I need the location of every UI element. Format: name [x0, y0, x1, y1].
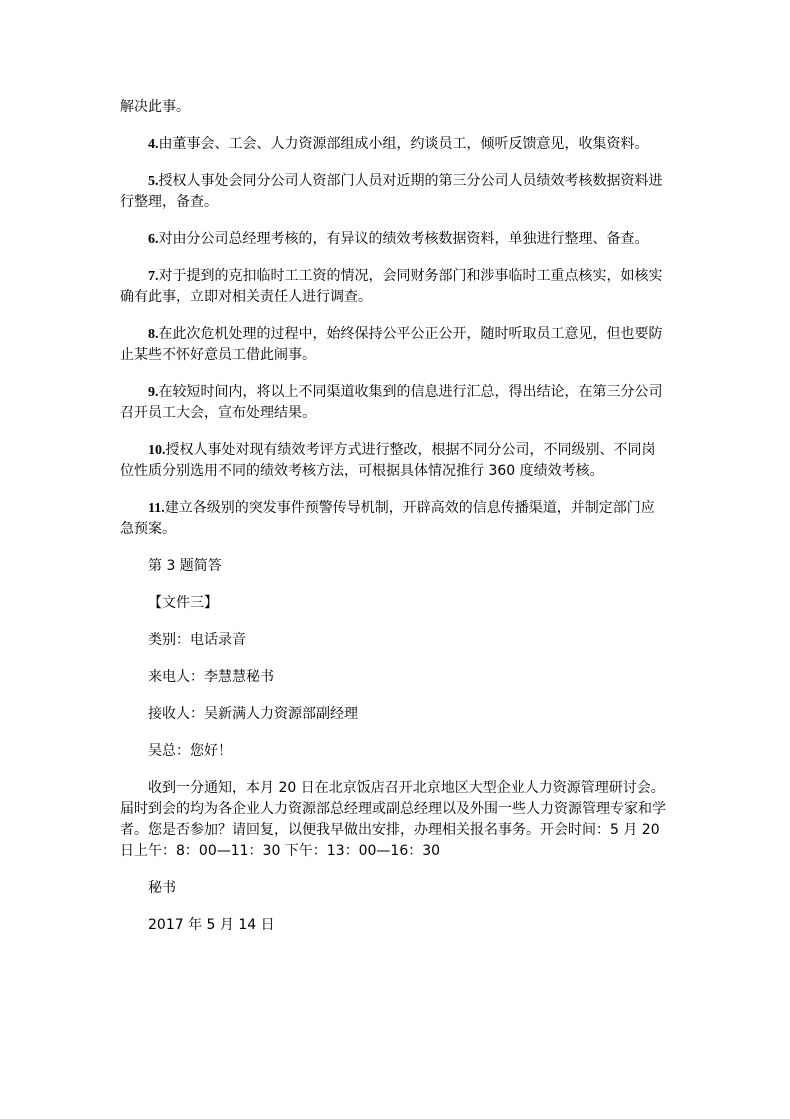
item-number: 8. — [148, 327, 159, 342]
greeting-line — [120, 741, 668, 762]
paragraph-intro — [120, 97, 668, 118]
paragraph-text: 建立各级别的突发事件预警传导机制，开辟高效的信息传播渠道，并制定部门应急预案。 — [120, 500, 655, 537]
paragraph-text: 在较短时间内，将以上不同渠道收集到的信息进行汇总，得出结论，在第三分公司召开员工大会，宣布处理结果。 — [120, 384, 663, 421]
paragraph-text: 2017 年 5 月 14 日 — [148, 917, 275, 933]
paragraph-text: 收到一分通知，本月 20 日在北京饭店召开北京地区大型企业人力资源管理研讨会。届时到会的均为各企业人力资源部总经理或副总经理以及外围一些人力资源管理专家和学者。您是否参加？请回复，以便我早做出安排，办理相关报名事务。开会时间：5 月 20 日上午：8：00—11：30 下午：13：00—16：30 — [120, 780, 666, 859]
list-item-6 — [120, 229, 668, 250]
item-number: 6. — [148, 232, 159, 247]
signature-line — [120, 878, 668, 899]
paragraph-text: 解决此事。 — [120, 99, 190, 115]
item-number: 9. — [148, 385, 159, 400]
date-line — [120, 915, 668, 936]
list-item-11 — [120, 498, 668, 540]
paragraph-text: 第 3 题简答 — [148, 558, 222, 574]
file-title — [120, 593, 668, 614]
list-item-4 — [120, 134, 668, 155]
list-item-10 — [120, 440, 668, 482]
paragraph-text: 秘书 — [148, 880, 176, 896]
message-body — [120, 778, 668, 862]
item-number: 11. — [148, 501, 165, 516]
paragraph-text: 接收人：吴新满人力资源部副经理 — [148, 706, 358, 722]
list-item-8 — [120, 324, 668, 366]
item-number: 10. — [148, 443, 166, 458]
paragraph-text: 授权人事处对现有绩效考评方式进行整改，根据不同分公司，不同级别、不同岗位性质分别选用不同的绩效考核方法，可根据具体情况推行 360 度绩效考核。 — [120, 442, 656, 479]
paragraph-text: 【文件三】 — [148, 595, 218, 611]
receiver-line — [120, 704, 668, 725]
paragraph-text: 授权人事处会同分公司人资部门人员对近期的第三分公司人员绩效考核数据资料进行整理，备查。 — [120, 173, 663, 210]
caller-line — [120, 667, 668, 688]
paragraph-text: 对于提到的克扣临时工工资的情况，会同财务部门和涉事临时工重点核实，如核实确有此事，立即对相关责任人进行调查。 — [120, 268, 663, 305]
item-number: 5. — [148, 174, 159, 189]
paragraph-text: 由董事会、工会、人力资源部组成小组，约谈员工，倾听反馈意见，收集资料。 — [158, 136, 649, 152]
list-item-9 — [120, 382, 668, 424]
paragraph-text: 在此次危机处理的过程中，始终保持公平公正公开，随时听取员工意见，但也要防止某些不怀好意员工借此闹事。 — [120, 326, 663, 363]
category-line — [120, 630, 668, 651]
item-number: 4. — [148, 137, 159, 152]
paragraph-text: 对由分公司总经理考核的，有异议的绩效考核数据资料，单独进行整理、备查。 — [158, 231, 649, 247]
paragraph-text: 类别：电话录音 — [148, 632, 246, 648]
paragraph-text: 吴总：您好！ — [148, 743, 232, 759]
item-number: 7. — [148, 269, 159, 284]
list-item-7 — [120, 266, 668, 308]
paragraph-text: 来电人：李慧慧秘书 — [148, 669, 274, 685]
document-page — [120, 97, 668, 952]
question-heading — [120, 556, 668, 577]
list-item-5 — [120, 171, 668, 213]
